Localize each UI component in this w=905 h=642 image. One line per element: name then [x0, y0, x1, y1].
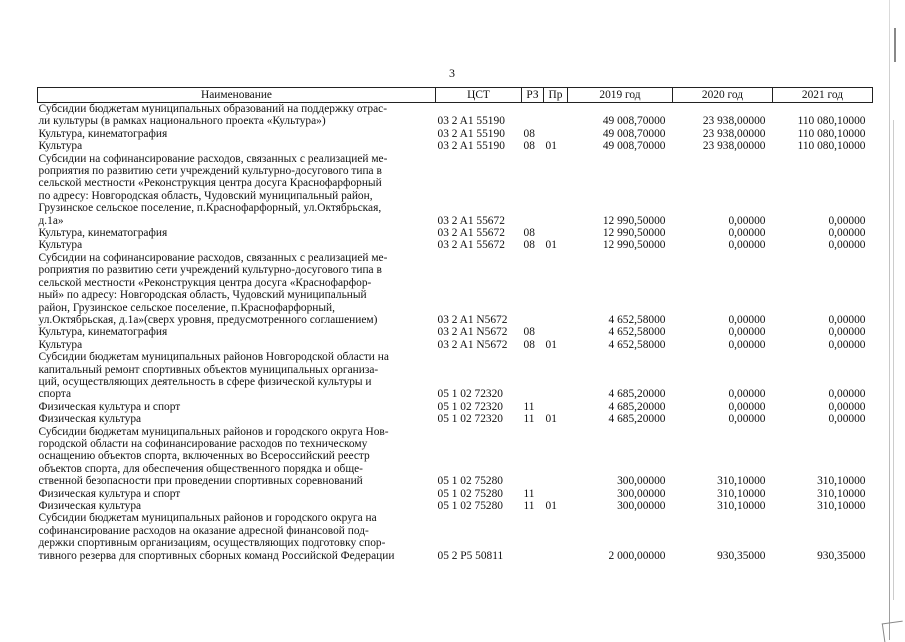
row-2021: 310,10000 — [817, 500, 866, 512]
table-row — [38, 500, 873, 512]
row-rz: 08 — [523, 338, 535, 351]
row-2021: 0,00000 — [828, 413, 866, 426]
row-cst: 03 2 A1 N5672 — [437, 338, 508, 351]
row-2020: 0,00000 — [728, 338, 766, 351]
row-2019: 4 652,58000 — [608, 326, 666, 339]
row-cst: 03 2 A1 55672 — [437, 227, 505, 240]
row-pr: 01 — [545, 239, 557, 252]
table-row — [38, 512, 873, 562]
row-pr: 01 — [545, 140, 557, 153]
header-pr: Пр — [544, 88, 568, 103]
row-cst: 05 1 02 75280 — [437, 500, 503, 512]
row-2020: 930,35000 — [717, 549, 766, 562]
row-2020: 0,00000 — [728, 313, 766, 326]
row-name: Культура — [38, 140, 83, 153]
row-2020: 0,00000 — [728, 239, 766, 252]
row-2019: 2 000,00000 — [608, 549, 666, 562]
row-pr — [544, 401, 568, 413]
header-2019: 2019 год — [568, 88, 673, 103]
row-rz: 11 — [523, 500, 535, 512]
row-2021: 0,00000 — [828, 227, 866, 240]
header-name: Наименование — [38, 88, 436, 103]
row-pr — [544, 488, 568, 500]
row-name: Культура, кинематография — [38, 227, 168, 240]
row-name: Физическая культура и спорт — [38, 487, 181, 500]
row-rz: 08 — [523, 227, 535, 240]
row-cst: 05 1 02 72320 — [437, 388, 503, 401]
row-pr — [544, 252, 568, 326]
row-pr — [544, 351, 568, 401]
row-2021: 0,00000 — [828, 388, 866, 401]
row-rz: 08 — [523, 127, 535, 140]
table-row — [38, 103, 873, 128]
table-row — [38, 326, 873, 338]
row-2020: 0,00000 — [728, 388, 766, 401]
table-row — [38, 488, 873, 500]
row-2019: 4 685,20000 — [608, 400, 666, 413]
row-name: Культура — [38, 338, 83, 351]
table-row — [38, 401, 873, 413]
row-pr: 01 — [545, 500, 557, 512]
row-2019: 300,00000 — [617, 487, 666, 500]
table-row — [38, 339, 873, 351]
page-number: 3 — [449, 66, 455, 80]
row-name: Культура, кинематография — [38, 127, 168, 140]
row-2019: 300,00000 — [617, 500, 666, 512]
scan-edge-line — [893, 120, 894, 600]
table-row — [38, 252, 873, 326]
row-rz: 08 — [523, 326, 535, 339]
row-cst: 03 2 A1 55190 — [437, 115, 505, 128]
row-pr — [544, 426, 568, 488]
row-pr — [544, 153, 568, 227]
row-pr — [544, 103, 568, 128]
row-cst: 03 2 A1 N5672 — [437, 313, 508, 326]
row-2020: 23 938,00000 — [702, 115, 766, 128]
row-name: Физическая культура и спорт — [38, 400, 181, 413]
table-row — [38, 426, 873, 488]
row-pr — [544, 512, 568, 562]
row-name: Субсидии бюджетам муниципальных районов Новгородской области на капитальный ремонт спортивных объектов муниципальных организа- ций, осуществляющих деятельность в сфере физической культуры и спорта — [38, 351, 389, 401]
row-rz — [522, 153, 544, 227]
row-2019: 12 990,50000 — [602, 227, 666, 240]
row-name: Культура, кинематография — [38, 326, 168, 339]
row-2019: 12 990,50000 — [602, 214, 666, 227]
row-name: Физическая культура — [38, 413, 142, 426]
row-2020: 0,00000 — [728, 400, 766, 413]
row-2019: 4 685,20000 — [608, 413, 666, 426]
row-rz — [522, 252, 544, 326]
budget-table — [37, 87, 873, 562]
row-2019: 49 008,70000 — [602, 140, 666, 153]
scan-edge-line — [889, 0, 890, 640]
row-2020: 0,00000 — [728, 214, 766, 227]
table-row — [38, 140, 873, 152]
row-rz: 11 — [523, 400, 535, 413]
row-2020: 0,00000 — [728, 326, 766, 339]
row-rz — [522, 512, 544, 562]
row-2021: 310,10000 — [817, 487, 866, 500]
row-2019: 49 008,70000 — [602, 115, 666, 128]
row-2019: 300,00000 — [617, 475, 666, 488]
row-name: Субсидии на софинансирование расходов, связанных с реализацией ме- роприятия по развитию сети учреждений культурно-досугового типа в сельской местности «Реконструкция центра досуга Краснофарфорный по адресу: Новгородская область, Чудовский муниципальный район, Грузинское сельское поселение, п.Краснофарфорный, ул.Октябрьская, д.1а» — [38, 152, 388, 227]
row-cst: 05 1 02 75280 — [437, 475, 503, 488]
row-name: Субсидии на софинансирование расходов, связанных с реализацией ме- роприятия по развитию сети учреждений культурно-досугового типа в сельской местности «Реконструкция центра досуга «Краснофарфор- ный» по адресу: Новгородская область, Чудовский муниципальный район, Грузинское сельское поселение, п.Краснофарфорный, ул.Октябрьская, д.1а»(сверх уровня, предусмотренного соглашением) — [38, 251, 388, 326]
row-pr — [544, 227, 568, 239]
table-header-row — [38, 88, 873, 103]
header-2021: 2021 год — [773, 88, 873, 103]
row-pr: 01 — [545, 413, 557, 426]
row-cst: 05 2 P5 50811 — [437, 549, 504, 562]
row-2020: 0,00000 — [728, 227, 766, 240]
row-cst: 05 1 02 75280 — [437, 487, 503, 500]
row-2020: 0,00000 — [728, 413, 766, 426]
row-rz — [522, 426, 544, 488]
row-rz — [522, 351, 544, 401]
row-2021: 0,00000 — [828, 400, 866, 413]
row-2021: 0,00000 — [828, 326, 866, 339]
row-2020: 23 938,00000 — [702, 127, 766, 140]
row-pr — [544, 128, 568, 140]
row-2021: 0,00000 — [828, 338, 866, 351]
row-cst: 03 2 A1 55190 — [437, 127, 505, 140]
header-rz: РЗ — [522, 88, 544, 103]
table-row — [38, 239, 873, 251]
row-rz: 11 — [523, 413, 535, 426]
row-2021: 110 080,10000 — [797, 127, 866, 140]
row-rz — [522, 103, 544, 128]
row-2021: 310,10000 — [817, 475, 866, 488]
row-2019: 49 008,70000 — [602, 127, 666, 140]
row-rz: 08 — [523, 239, 535, 252]
table-row — [38, 351, 873, 401]
row-2020: 23 938,00000 — [702, 140, 766, 153]
row-2021: 110 080,10000 — [797, 140, 866, 153]
table-row — [38, 227, 873, 239]
row-2019: 4 685,20000 — [608, 388, 666, 401]
row-2020: 310,10000 — [717, 500, 766, 512]
header-cst: ЦСТ — [436, 88, 522, 103]
table-row — [38, 413, 873, 425]
row-name: Субсидии бюджетам муниципальных районов и городского округа Нов- городской области на софинансирование расходов по техническому оснащению объектов спорта, включенных во Всероссийский реестр объектов спорта, для обеспечения общественного порядка и обще- ственной безопасности при проведении спортивных соревнований — [38, 425, 389, 488]
row-2021: 110 080,10000 — [797, 115, 866, 128]
row-cst: 03 2 A1 55672 — [437, 239, 505, 252]
row-2021: 0,00000 — [828, 313, 866, 326]
row-2021: 930,35000 — [817, 549, 866, 562]
row-2021: 0,00000 — [828, 239, 866, 252]
table-row — [38, 153, 873, 227]
scan-corner-fold — [882, 621, 905, 642]
row-cst: 03 2 A1 55672 — [437, 214, 505, 227]
row-name: Физическая культура — [38, 500, 142, 512]
row-cst: 05 1 02 72320 — [437, 400, 503, 413]
row-cst: 03 2 A1 N5672 — [437, 326, 508, 339]
scan-mark — [894, 28, 896, 62]
row-pr — [544, 326, 568, 338]
row-name: Культура — [38, 239, 83, 252]
row-2019: 4 652,58000 — [608, 338, 666, 351]
row-cst: 03 2 A1 55190 — [437, 140, 505, 153]
row-name: Субсидии бюджетам муниципальных образований на поддержку отрас- ли культуры (в рамках национального проекта «Культура») — [38, 103, 388, 128]
row-rz: 08 — [523, 140, 535, 153]
row-2019: 12 990,50000 — [602, 239, 666, 252]
header-2020: 2020 год — [673, 88, 773, 103]
row-2021: 0,00000 — [828, 214, 866, 227]
row-2020: 310,10000 — [717, 487, 766, 500]
row-cst: 05 1 02 72320 — [437, 413, 503, 426]
table-row — [38, 128, 873, 140]
row-pr: 01 — [545, 338, 557, 351]
row-rz: 11 — [523, 487, 535, 500]
row-name: Субсидии бюджетам муниципальных районов и городского округа на софинансирование расходов на оказание адресной финансовой под- держки спортивным организациям, осуществляющих подготовку спор- тивного резерва для спортивных сборных команд Российской Федерации — [38, 512, 395, 562]
row-2019: 4 652,58000 — [608, 313, 666, 326]
row-2020: 310,10000 — [717, 475, 766, 488]
